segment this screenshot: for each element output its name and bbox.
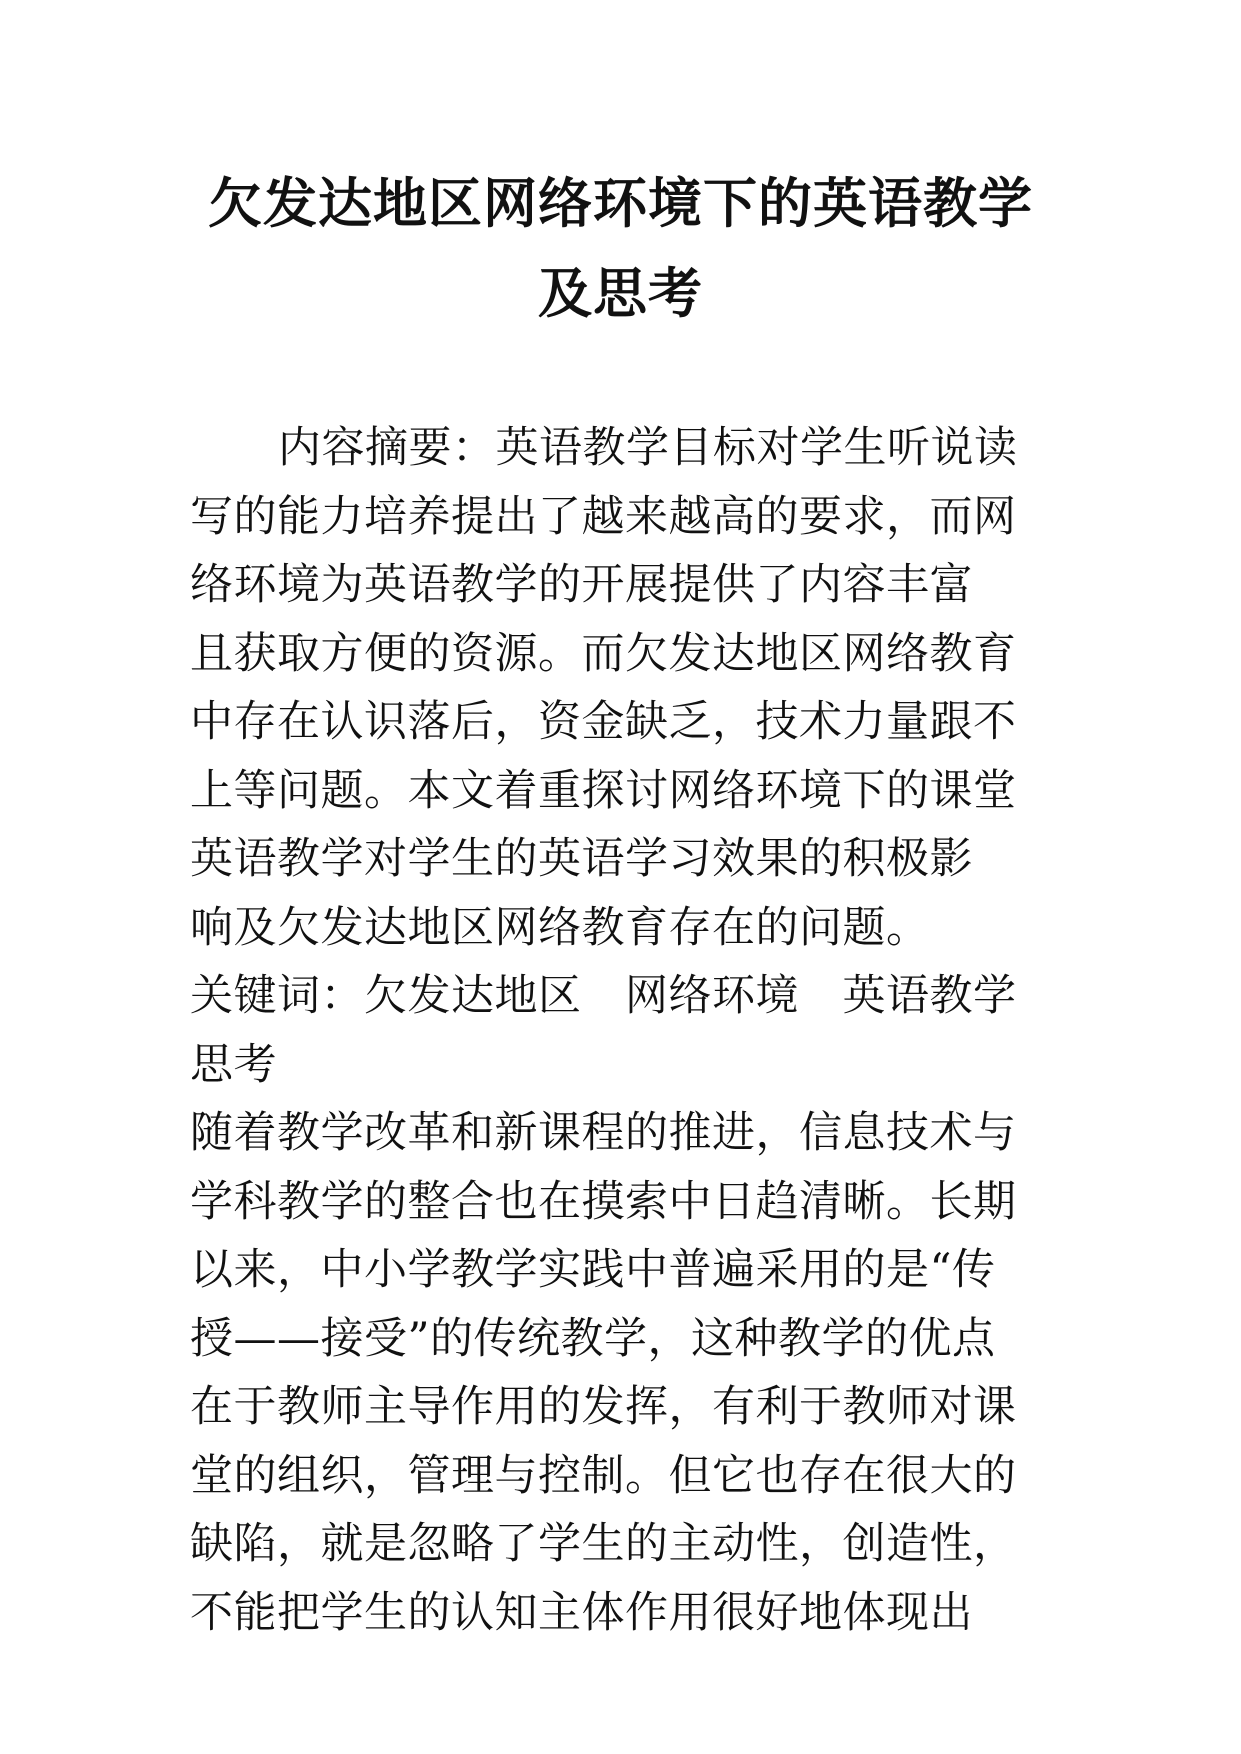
paragraph-line: 在于教师主导作用的发挥，有利于教师对课 bbox=[190, 1382, 1017, 1432]
keywords-line: 关键词：欠发达地区 网络环境 英语教学 bbox=[190, 971, 1017, 1021]
keywords-line: 思考 bbox=[190, 1039, 277, 1090]
paragraph-line: 不能把学生的认知主体作用很好地体现出 bbox=[190, 1587, 973, 1638]
abstract-line: 内容摘要：英语教学目标对学生听说读 bbox=[278, 423, 1018, 473]
abstract-line: 且获取方便的资源。而欠发达地区网络教育 bbox=[190, 628, 1017, 679]
abstract-line: 中存在认识落后，资金缺乏，技术力量跟不 bbox=[190, 697, 1017, 747]
title-line: 及思考 bbox=[538, 261, 703, 325]
document-title bbox=[0, 158, 1241, 338]
abstract-line: 写的能力培养提出了越来越高的要求，而网 bbox=[190, 491, 1017, 542]
paragraph-line: 以来，中小学教学实践中普遍采用的是“传 bbox=[190, 1245, 996, 1295]
abstract-line: 英语教学对学生的英语学习效果的积极影 bbox=[190, 834, 973, 884]
paragraph-line: 学科教学的整合也在摸索中日趋清晰。长期 bbox=[190, 1176, 1017, 1227]
paragraph-line: 授——接受”的传统教学，这种教学的优点 bbox=[190, 1313, 996, 1364]
paragraph-line: 缺陷，就是忽略了学生的主动性，创造性， bbox=[190, 1519, 1017, 1569]
document-body bbox=[190, 414, 1070, 1647]
abstract-line: 响及欠发达地区网络教育存在的问题。 bbox=[190, 902, 930, 953]
abstract-line: 上等问题。本文着重探讨网络环境下的课堂 bbox=[190, 765, 1017, 816]
paragraph-line: 堂的组织，管理与控制。但它也存在很大的 bbox=[190, 1450, 1017, 1501]
title-line: 欠发达地区网络环境下的英语教学 bbox=[208, 171, 1033, 235]
abstract-line: 络环境为英语教学的开展提供了内容丰富 bbox=[190, 560, 973, 610]
paragraph-line: 随着教学改革和新课程的推进，信息技术与 bbox=[190, 1108, 1017, 1158]
